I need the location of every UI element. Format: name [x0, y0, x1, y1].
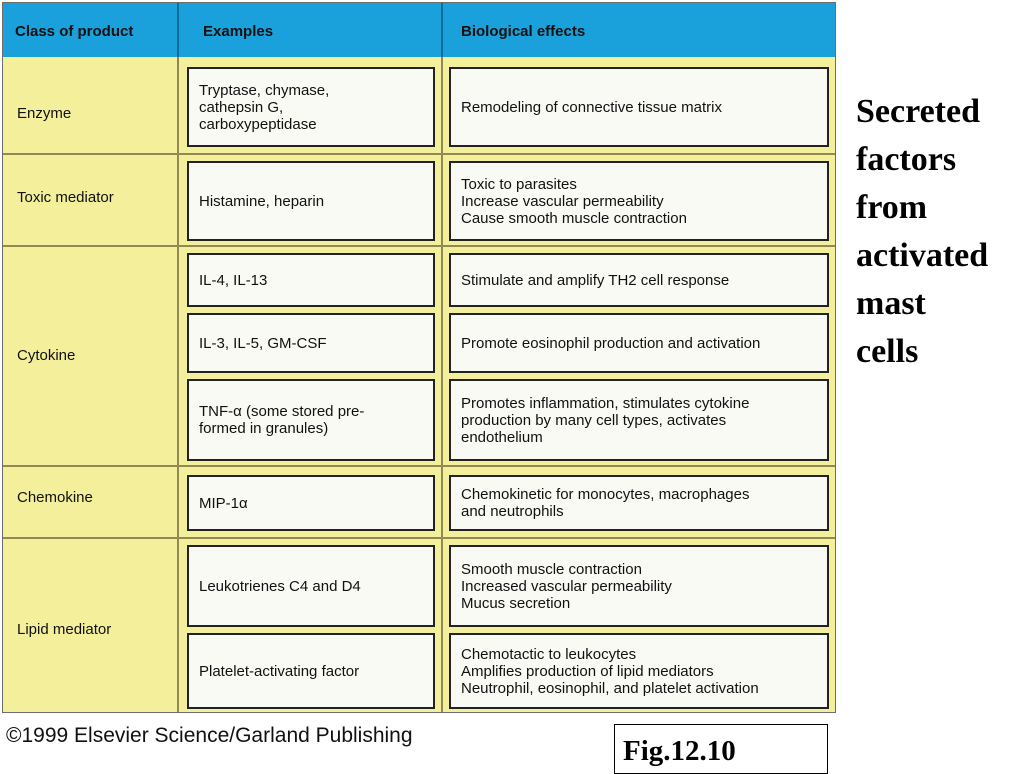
row-divider [3, 537, 835, 539]
header-divider [177, 3, 179, 57]
row-divider [3, 153, 835, 155]
example-cell [187, 313, 435, 373]
header-biological-effects: Biological effects [461, 23, 586, 40]
figure-label: Fig.12.10 [614, 724, 828, 774]
example-cell [187, 379, 435, 461]
effect-text: Chemotactic to leukocytes Amplifies production of lipid mediators Neutrophil, eosinophil, and platelet activation [461, 645, 759, 697]
effect-cell [449, 633, 829, 709]
example-cell [187, 67, 435, 147]
effect-cell [449, 379, 829, 461]
example-cell [187, 633, 435, 709]
header-divider [441, 3, 443, 57]
example-cell [187, 253, 435, 307]
header-class-of-product: Class of product [15, 23, 134, 40]
class-label-cytokine: Cytokine [17, 347, 76, 364]
column-divider [177, 57, 179, 712]
example-text: IL-3, IL-5, GM-CSF [199, 334, 327, 352]
slide-title: Secreted factors from activated mast cells [856, 93, 989, 370]
effect-cell [449, 161, 829, 241]
row-divider [3, 245, 835, 247]
effect-cell [449, 545, 829, 627]
secreted-factors-table [2, 2, 836, 713]
header-examples: Examples [203, 23, 274, 40]
class-label-enzyme: Enzyme [17, 105, 72, 122]
effect-cell [449, 67, 829, 147]
example-text: IL-4, IL-13 [199, 271, 268, 289]
class-label-lipid-mediator: Lipid mediator [17, 621, 112, 638]
example-text: Histamine, heparin [199, 192, 325, 210]
class-label-toxic-mediator: Toxic mediator [17, 189, 114, 206]
table-header [3, 3, 835, 57]
effect-text: Remodeling of connective tissue matrix [461, 98, 722, 116]
effect-text: Stimulate and amplify TH2 cell response [461, 271, 730, 289]
effect-text: Promote eosinophil production and activation [461, 334, 761, 352]
copyright-caption: ©1999 Elsevier Science/Garland Publishing [6, 724, 413, 747]
class-label-chemokine: Chemokine [17, 489, 93, 506]
effect-text: Toxic to parasites Increase vascular permeability Cause smooth muscle contraction [461, 175, 687, 227]
example-cell [187, 545, 435, 627]
column-divider [441, 57, 443, 712]
example-text: TNF-α (some stored pre- formed in granules) [199, 403, 365, 437]
example-text: Leukotrienes C4 and D4 [199, 577, 361, 595]
example-cell [187, 161, 435, 241]
example-text: Tryptase, chymase, cathepsin G, carboxypeptidase [199, 81, 330, 133]
effect-text: Chemokinetic for monocytes, macrophages and neutrophils [461, 486, 750, 520]
row-divider [3, 465, 835, 467]
example-text: Platelet-activating factor [199, 662, 360, 680]
effect-cell [449, 253, 829, 307]
effect-text: Smooth muscle contraction Increased vascular permeability Mucus secretion [461, 560, 672, 612]
example-text: MIP-1α [199, 494, 248, 512]
effect-text: Promotes inflammation, stimulates cytokine production by many cell types, activates endothelium [461, 394, 750, 446]
effect-cell [449, 313, 829, 373]
effect-cell [449, 475, 829, 531]
example-cell [187, 475, 435, 531]
